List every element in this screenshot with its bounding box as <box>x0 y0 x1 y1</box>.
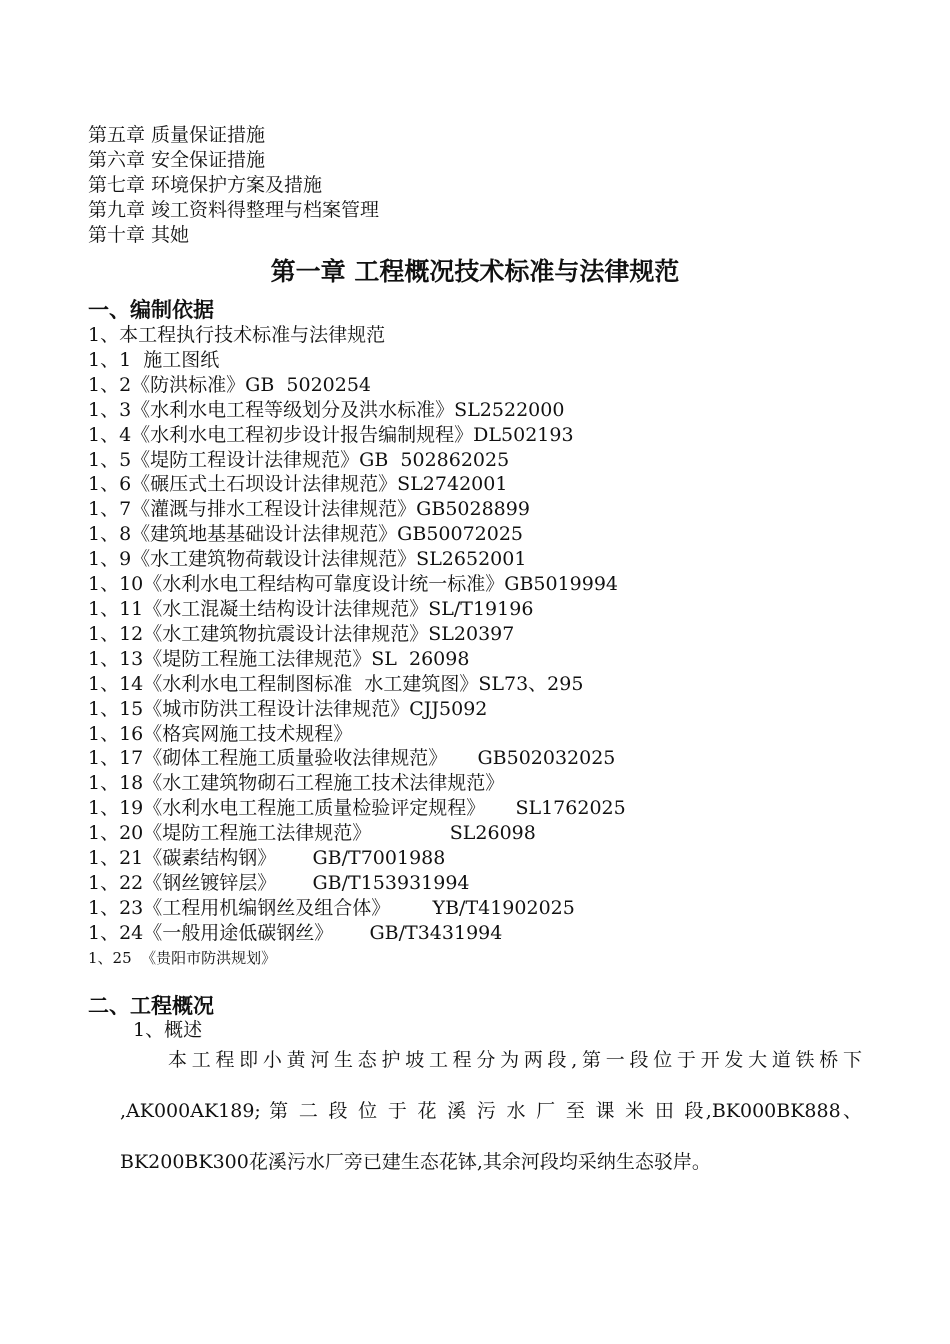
toc-item: 第十章 其她 <box>88 224 190 246</box>
list-item: 1、12《水工建筑物抗震设计法律规范》SL20397 <box>88 622 515 645</box>
table-of-contents <box>88 123 379 248</box>
section-heading-overview: 二、工程概况 <box>88 994 214 1018</box>
list-item: 1、14《水利水电工程制图标准 水工建筑图》SL73、295 <box>88 672 584 695</box>
toc-item: 第六章 安全保证措施 <box>88 149 266 171</box>
list-item: 1、24《一般用途低碳钢丝》 GB/T3431994 <box>88 921 503 944</box>
chapter-title: 第一章 工程概况技术标准与法律规范 <box>270 257 680 286</box>
list-item: 1、16《格宾网施工技术规程》 <box>88 722 353 745</box>
list-item: 1、6《碾压式土石坝设计法律规范》SL2742001 <box>88 473 508 496</box>
list-item: 1、21《碳素结构钢》 GB/T7001988 <box>88 847 446 870</box>
list-item: 1、2《防洪标准》GB 5020254 <box>88 373 372 396</box>
list-item: 1、3《水利水电工程等级划分及洪水标准》SL2522000 <box>88 398 565 421</box>
list-item: 1、8《建筑地基基础设计法律规范》GB50072025 <box>88 523 524 546</box>
list-item: 1、15《城市防洪工程设计法律规范》CJJ5092 <box>88 697 488 720</box>
list-item: 1、23《工程用机编钢丝及组合体》 YB/T41902025 <box>88 896 575 919</box>
overview-paragraph: 本工程即小黄河生态护坡工程分为两段,第一段位于开发大道铁桥下 ,AK000AK189; 第 二 段 位 于 花 溪 污 水 厂 至 课 米 田 段,BK000BK888、BK200BK300花溪污水厂旁已建生态花钵,其余河段均采纳生态驳岸。 <box>120 1049 862 1173</box>
list-item: 1、1 施工图纸 <box>88 348 220 371</box>
list-item: 1、25 《贵阳市防洪规划》 <box>88 948 277 967</box>
toc-item: 第七章 环境保护方案及措施 <box>88 174 323 196</box>
list-item: 1、5《堤防工程设计法律规范》GB 502862025 <box>88 448 510 471</box>
subsection-heading: 1、概述 <box>133 1019 203 1041</box>
list-item: 1、13《堤防工程施工法律规范》SL 26098 <box>88 647 470 670</box>
list-item: 1、19《水利水电工程施工质量检验评定规程》 SL1762025 <box>88 797 626 820</box>
list-item: 1、9《水工建筑物荷载设计法律规范》SL2652001 <box>88 548 527 571</box>
toc-item: 第五章 质量保证措施 <box>88 124 266 146</box>
section-heading-basis: 一、编制依据 <box>88 298 214 322</box>
basis-list <box>88 323 626 971</box>
list-item: 1、18《水工建筑物砌石工程施工技术法律规范》 <box>88 772 505 795</box>
list-item: 1、7《灌溉与排水工程设计法律规范》GB5028899 <box>88 498 530 521</box>
list-item: 1、17《砌体工程施工质量验收法律规范》 GB502032025 <box>88 747 616 770</box>
list-item: 1、本工程执行技术标准与法律规范 <box>88 324 386 346</box>
list-item: 1、20《堤防工程施工法律规范》 SL26098 <box>88 822 536 845</box>
list-item: 1、11《水工混凝土结构设计法律规范》SL/T19196 <box>88 597 534 620</box>
list-item: 1、4《水利水电工程初步设计报告编制规程》DL502193 <box>88 423 574 446</box>
list-item: 1、22《钢丝镀锌层》 GB/T153931994 <box>88 871 470 894</box>
list-item: 1、10《水利水电工程结构可靠度设计统一标准》GB5019994 <box>88 573 619 596</box>
toc-item: 第九章 竣工资料得整理与档案管理 <box>88 199 380 221</box>
